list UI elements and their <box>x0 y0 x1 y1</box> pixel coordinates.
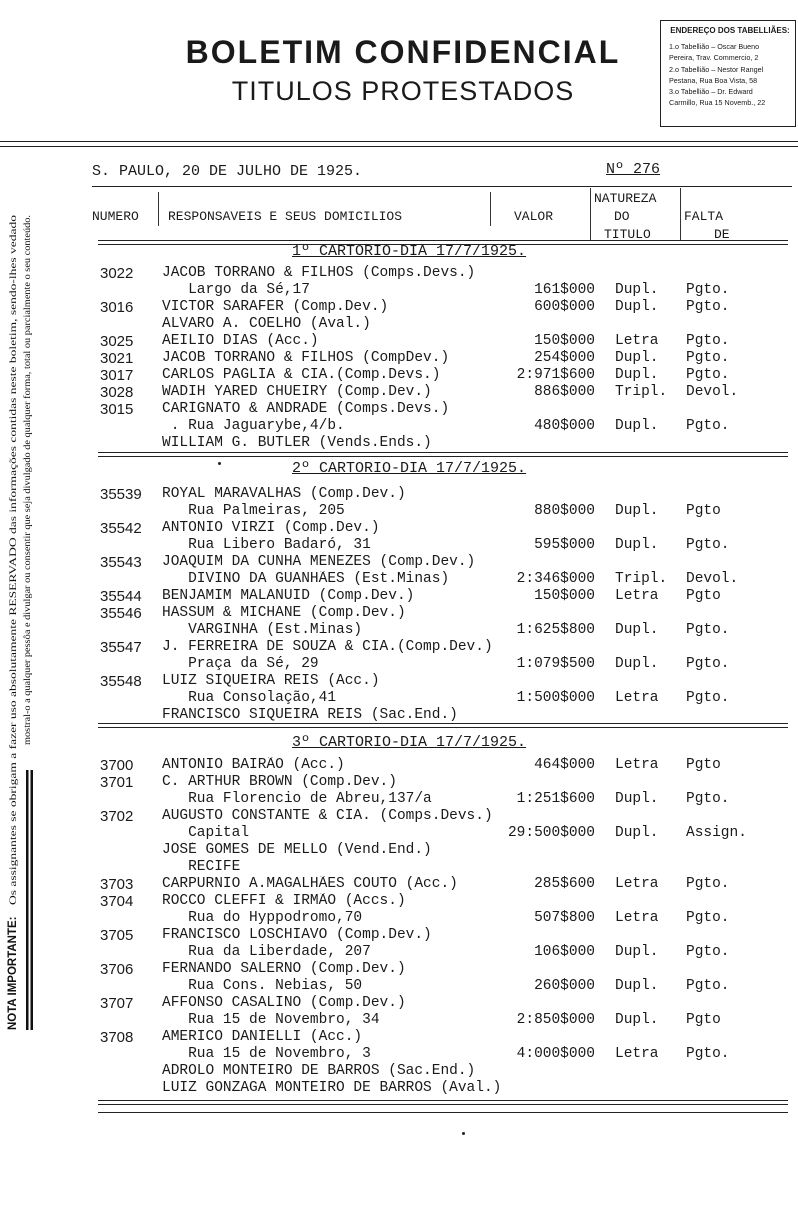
row-valor: 464$000 <box>534 757 595 773</box>
row-valor: 1:079$500 <box>516 656 595 672</box>
row-numero: 35539 <box>100 486 142 503</box>
row-valor: 2:971$600 <box>516 367 595 383</box>
row-numero: 3017 <box>100 367 134 384</box>
column-header-falta: DE <box>714 227 730 242</box>
row-natureza: Dupl. <box>615 282 659 298</box>
row-natureza: Dupl. <box>615 350 659 366</box>
column-header-natureza: DO <box>614 209 630 224</box>
row-responsavel: Rua Cons. Nebias, 50 <box>162 978 363 994</box>
page-subtitle: TITULOS PROTESTADOS <box>231 76 575 106</box>
row-valor: 29:500$000 <box>507 825 595 841</box>
row-responsavel: FERNANDO SALERNO (Comp.Dev.) <box>162 961 406 977</box>
table-rule <box>98 1112 788 1113</box>
row-valor: 886$000 <box>534 384 595 400</box>
side-note <box>2 205 42 1035</box>
row-falta: Pgto. <box>686 537 730 553</box>
table-rule <box>92 186 792 187</box>
row-natureza: Dupl. <box>615 825 659 841</box>
row-responsavel: JOAQUIM DA CUNHA MENEZES (Comp.Dev.) <box>162 554 476 570</box>
row-responsavel: ALVARO A. COELHO (Aval.) <box>162 316 371 332</box>
row-natureza: Dupl. <box>615 418 659 434</box>
side-note-bar <box>31 770 34 1030</box>
row-natureza: Dupl. <box>615 791 659 807</box>
row-valor: 106$000 <box>534 944 595 960</box>
row-responsavel: FRANCISCO LOSCHIAVO (Comp.Dev.) <box>162 927 432 943</box>
row-valor: 507$800 <box>534 910 595 926</box>
row-falta: Devol. <box>686 571 739 587</box>
row-responsavel: LUIZ GONZAGA MONTEIRO DE BARROS (Aval.) <box>162 1080 502 1096</box>
row-falta: Pgto. <box>686 299 730 315</box>
section-heading: 1º CARTORIO-DIA 17/7/1925. <box>292 243 527 260</box>
row-valor: 595$000 <box>534 537 595 553</box>
table-rule <box>98 1100 788 1105</box>
row-responsavel: Rua 15 de Novembro, 3 <box>162 1046 371 1062</box>
row-natureza: Letra <box>615 690 659 706</box>
row-responsavel: Largo da Sé,17 <box>162 282 310 298</box>
row-numero: 35547 <box>100 639 142 656</box>
row-valor: 260$000 <box>534 978 595 994</box>
row-natureza: Letra <box>615 1046 659 1062</box>
row-responsavel: AMERICO DANIELLI (Acc.) <box>162 1029 363 1045</box>
address-line: 2.o Tabellião – Nestor Rangel <box>669 64 764 74</box>
row-responsavel: ANTONIO VIRZI (Comp.Dev.) <box>162 520 380 536</box>
column-header-natureza: NATUREZA <box>594 191 657 206</box>
column-header-valor: VALOR <box>514 209 554 224</box>
row-numero: 3701 <box>100 774 134 791</box>
row-falta: Pgto. <box>686 282 730 298</box>
row-valor: 1:625$800 <box>516 622 595 638</box>
row-natureza: Dupl. <box>615 656 659 672</box>
row-natureza: Dupl. <box>615 503 659 519</box>
row-numero: 3707 <box>100 995 134 1012</box>
side-note-text: mostral-o a qualquer pessôa e divulgar ou consentir que seja divulgado de qualquer forma, total ou parcialmente o seu conteúdo. <box>22 251 33 745</box>
column-divider <box>490 192 491 226</box>
row-responsavel: RECIFE <box>162 859 241 875</box>
column-divider <box>158 192 159 226</box>
row-natureza: Tripl. <box>615 571 668 587</box>
row-valor: 1:251$600 <box>516 791 595 807</box>
row-natureza: Dupl. <box>615 1012 659 1028</box>
column-header-responsaveis: RESPONSAVEIS E SEUS DOMICILIOS <box>168 209 403 224</box>
row-natureza: Dupl. <box>615 622 659 638</box>
row-falta: Pgto. <box>686 910 730 926</box>
column-divider <box>590 188 591 240</box>
row-falta: Pgto <box>686 503 721 519</box>
row-responsavel: CARLOS PAGLIA & CIA.(Comp.Devs.) <box>162 367 441 383</box>
row-natureza: Dupl. <box>615 367 659 383</box>
row-responsavel: Rua 15 de Novembro, 34 <box>162 1012 380 1028</box>
row-numero: 35542 <box>100 520 142 537</box>
row-responsavel: BENJAMIM MALANUID (Comp.Dev.) <box>162 588 415 604</box>
row-natureza: Letra <box>615 588 659 604</box>
row-numero: 3028 <box>100 384 134 401</box>
row-falta: Pgto <box>686 1012 721 1028</box>
row-valor: 600$000 <box>534 299 595 315</box>
row-natureza: Letra <box>615 757 659 773</box>
row-numero: 35544 <box>100 588 142 605</box>
row-falta: Pgto. <box>686 791 730 807</box>
header-rule <box>0 141 798 147</box>
row-natureza: Dupl. <box>615 537 659 553</box>
row-valor: 150$000 <box>534 333 595 349</box>
address-box-heading: ENDEREÇO DOS TABELLIÃES: <box>670 26 790 35</box>
row-falta: Pgto <box>686 757 721 773</box>
row-numero: 3016 <box>100 299 134 316</box>
row-responsavel: VICTOR SARAFER (Comp.Dev.) <box>162 299 389 315</box>
row-numero: 3705 <box>100 927 134 944</box>
section-heading: 3º CARTORIO-DIA 17/7/1925. <box>292 734 527 751</box>
ink-speck <box>462 1132 465 1135</box>
row-responsavel: FRANCISCO SIQUEIRA REIS (Sac.End.) <box>162 707 458 723</box>
row-numero: 3700 <box>100 757 134 774</box>
document-date: S. PAULO, 20 DE JULHO DE 1925. <box>92 163 363 180</box>
row-responsavel: CARPURNIO A.MAGALHÃES COUTO (Acc.) <box>162 876 458 892</box>
row-natureza: Letra <box>615 910 659 926</box>
row-falta: Devol. <box>686 384 739 400</box>
row-falta: Pgto. <box>686 876 730 892</box>
row-responsavel: AFFONSO CASALINO (Comp.Dev.) <box>162 995 406 1011</box>
row-responsavel: LUIZ SIQUEIRA REIS (Acc.) <box>162 673 380 689</box>
address-line: Carmillo, Rua 15 Novemb., 22 <box>669 98 766 108</box>
row-responsavel: Rua da Liberdade, 207 <box>162 944 371 960</box>
row-numero: 3706 <box>100 961 134 978</box>
row-responsavel: C. ARTHUR BROWN (Comp.Dev.) <box>162 774 397 790</box>
row-falta: Pgto. <box>686 656 730 672</box>
row-natureza: Dupl. <box>615 978 659 994</box>
row-responsavel: ROYAL MARAVALHAS (Comp.Dev.) <box>162 486 406 502</box>
row-responsavel: ANTONIO BAIRÃO (Acc.) <box>162 757 345 773</box>
row-responsavel: Rua Florencio de Abreu,137/a <box>162 791 432 807</box>
column-header-falta: FALTA <box>684 209 724 224</box>
row-valor: 2:346$000 <box>516 571 595 587</box>
row-numero: 3704 <box>100 893 134 910</box>
row-responsavel: DIVINO DA GUANHÃES (Est.Minas) <box>162 571 450 587</box>
row-valor: 285$600 <box>534 876 595 892</box>
row-falta: Pgto. <box>686 944 730 960</box>
row-falta: Pgto. <box>686 1046 730 1062</box>
address-line: Pestana, Rua Boa Vista, 58 <box>669 75 758 85</box>
row-valor: 1:500$000 <box>516 690 595 706</box>
row-falta: Pgto. <box>686 350 730 366</box>
table-rule <box>98 452 788 457</box>
row-responsavel: J. FERREIRA DE SOUZA & CIA.(Comp.Dev.) <box>162 639 493 655</box>
row-responsavel: Praça da Sé, 29 <box>162 656 319 672</box>
row-valor: 2:850$000 <box>516 1012 595 1028</box>
row-responsavel: WILLIAM G. BUTLER (Vends.Ends.) <box>162 435 432 451</box>
row-numero: 3702 <box>100 808 134 825</box>
row-valor: 880$000 <box>534 503 595 519</box>
side-note-text: Os assignantes se obrigam a fazer uso absolutamente RESERVADO das informações contidas neste boletim, sendo-lhes vedado <box>8 414 19 905</box>
row-responsavel: AEILIO DIAS (Acc.) <box>162 333 319 349</box>
row-falta: Pgto. <box>686 622 730 638</box>
column-divider <box>680 188 681 240</box>
row-falta: Assign. <box>686 825 747 841</box>
row-numero: 35548 <box>100 673 142 690</box>
row-falta: Pgto. <box>686 978 730 994</box>
row-responsavel: Rua Consolação,41 <box>162 690 337 706</box>
row-valor: 150$000 <box>534 588 595 604</box>
row-numero: 3025 <box>100 333 134 350</box>
row-falta: Pgto <box>686 588 721 604</box>
row-responsavel: ROCCO CLEFFI & IRMÃO (Accs.) <box>162 893 406 909</box>
row-numero: 3022 <box>100 265 134 282</box>
side-note-label: NOTA IMPORTANTE: <box>7 916 19 1030</box>
row-valor: 161$000 <box>534 282 595 298</box>
row-falta: Pgto. <box>686 690 730 706</box>
side-note-bar <box>26 770 29 1030</box>
column-header-natureza: TITULO <box>604 227 651 242</box>
row-responsavel: AUGUSTO CONSTANTE & CIA. (Comps.Devs.) <box>162 808 493 824</box>
address-line: 3.o Tabellião – Dr. Edward <box>669 87 753 97</box>
row-responsavel: Rua do Hyppodromo,70 <box>162 910 363 926</box>
row-responsavel: Rua Palmeiras, 205 <box>162 503 345 519</box>
page-title: BOLETIM CONFIDENCIAL <box>185 34 621 70</box>
row-responsavel: CARIGNATO & ANDRADE (Comps.Devs.) <box>162 401 450 417</box>
address-line: Pereira, Trav. Commercio, 2 <box>669 53 759 63</box>
row-responsavel: JACOB TORRANO & FILHOS (CompDev.) <box>162 350 450 366</box>
document-number: Nº 276 <box>606 161 661 178</box>
row-responsavel: WADIH YARED CHUEIRY (Comp.Dev.) <box>162 384 432 400</box>
section-heading: 2º CARTORIO-DIA 17/7/1925. <box>292 460 527 477</box>
row-numero: 3708 <box>100 1029 134 1046</box>
row-natureza: Letra <box>615 333 659 349</box>
row-natureza: Tripl. <box>615 384 668 400</box>
row-responsavel: JOSÉ GOMES DE MELLO (Vend.End.) <box>162 842 432 858</box>
row-valor: 4:000$000 <box>516 1046 595 1062</box>
row-responsavel: HASSUM & MICHANE (Comp.Dev.) <box>162 605 406 621</box>
address-line: 1.o Tabellião – Oscar Bueno <box>669 42 760 51</box>
row-numero: 3703 <box>100 876 134 893</box>
row-responsavel: VARGINHA (Est.Minas) <box>162 622 363 638</box>
row-valor: 480$000 <box>534 418 595 434</box>
row-responsavel: ADROLO MONTEIRO DE BARROS (Sac.End.) <box>162 1063 476 1079</box>
row-responsavel: Rua Libero Badaró, 31 <box>162 537 371 553</box>
row-numero: 3015 <box>100 401 134 418</box>
row-natureza: Letra <box>615 876 659 892</box>
row-natureza: Dupl. <box>615 299 659 315</box>
row-responsavel: JACOB TORRANO & FILHOS (Comps.Devs.) <box>162 265 476 281</box>
column-header-numero: NUMERO <box>92 209 139 224</box>
row-falta: Pgto. <box>686 333 730 349</box>
row-numero: 3021 <box>100 350 134 367</box>
row-falta: Pgto. <box>686 367 730 383</box>
row-numero: 35543 <box>100 554 142 571</box>
row-responsavel: Capital <box>162 825 250 841</box>
row-valor: 254$000 <box>534 350 595 366</box>
row-natureza: Dupl. <box>615 944 659 960</box>
row-responsavel: . Rua Jaguarybe,4/b. <box>162 418 345 434</box>
ink-speck <box>218 462 221 465</box>
row-falta: Pgto. <box>686 418 730 434</box>
address-box <box>660 20 796 127</box>
row-numero: 35546 <box>100 605 142 622</box>
